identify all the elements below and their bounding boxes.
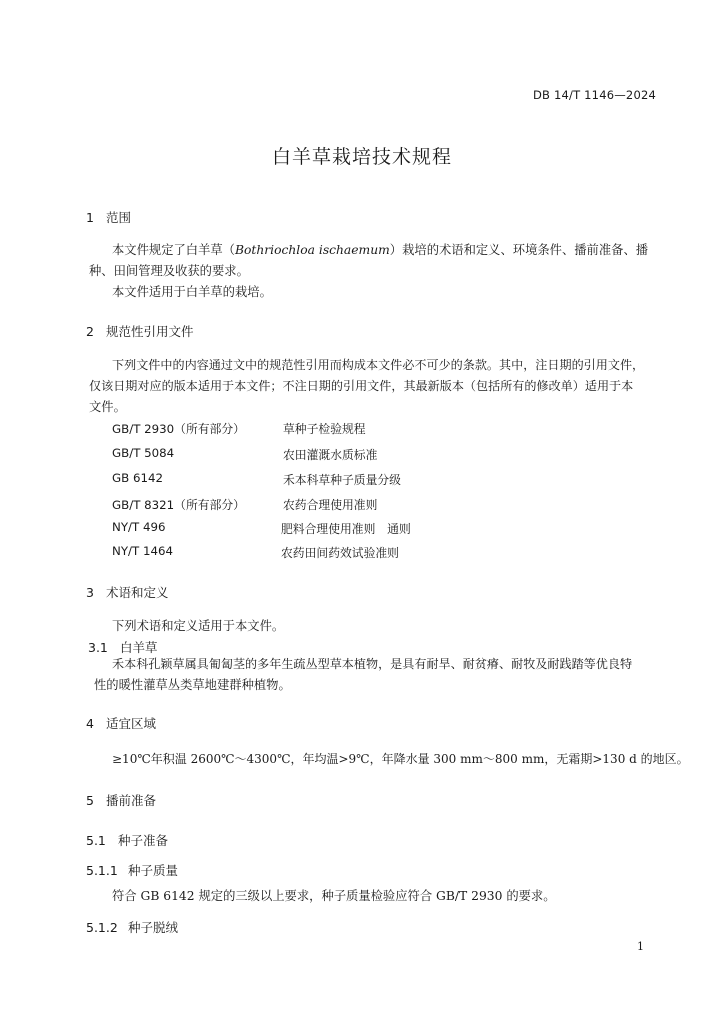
section-2-heading: [86, 322, 194, 340]
section-5-heading: [86, 791, 156, 809]
text-run: 本文件规定了白羊草（: [112, 243, 235, 257]
section-1-para-1-line-2: 种、田间管理及收获的要求。: [89, 264, 249, 278]
term-definition-line-2: 性的暖性灌草丛类草地建群种植物。: [94, 678, 291, 692]
section-2-para-line-3: 文件。: [89, 400, 126, 414]
section-number: 3: [86, 585, 94, 600]
section-5-1-1-para: 符合 GB 6142 规定的三级以上要求，种子质量检验应符合 GB/T 2930 的要求。: [112, 889, 556, 903]
section-title: 种子脱绒: [128, 920, 179, 935]
section-number: 5.1.1: [86, 863, 118, 878]
section-title: 种子准备: [118, 833, 169, 848]
reference-title: 农田灌溉水质标准: [283, 448, 378, 462]
section-number: 5: [86, 793, 94, 808]
reference-title: 禾本科草种子质量分级: [283, 473, 401, 487]
section-number: 1: [86, 210, 94, 225]
section-number: 2: [86, 324, 94, 339]
section-1-heading: [86, 208, 131, 226]
section-5-1-1-heading: [86, 861, 178, 879]
section-3-heading: [86, 583, 169, 601]
document-title: 白羊草栽培技术规程: [271, 146, 452, 168]
section-1-para-1: [112, 240, 648, 261]
reference-title: 农药合理使用准则: [283, 498, 378, 512]
page-number: 1: [637, 940, 644, 953]
reference-title: 农药田间药效试验准则: [281, 546, 399, 560]
reference-code: GB 6142: [112, 471, 164, 485]
section-5-1-2-heading: [86, 918, 178, 936]
text-run: ）栽培的术语和定义、环境条件、播前准备、播: [389, 243, 649, 257]
section-title: 种子质量: [128, 863, 179, 878]
reference-code: GB/T 2930（所有部分）: [112, 422, 245, 436]
section-1-para-2: 本文件适用于白羊草的栽培。: [112, 285, 272, 299]
reference-title: 草种子检验规程: [283, 422, 366, 436]
term-number: 3.1: [88, 640, 108, 655]
section-title: 适宜区域: [106, 716, 157, 731]
document-number: DB 14/T 1146—2024: [532, 88, 656, 102]
section-number: 5.1: [86, 833, 106, 848]
latin-name: Bothriochloa ischaemum: [234, 243, 390, 257]
reference-title: 肥料合理使用准则 通则: [281, 522, 411, 536]
term-title: 白羊草: [120, 640, 158, 655]
reference-code: NY/T 1464: [112, 544, 173, 558]
reference-code: NY/T 496: [112, 520, 166, 534]
term-definition-line-1: 禾本科孔颖草属具匍匐茎的多年生疏丛型草本植物，是具有耐旱、耐贫瘠、耐牧及耐践踏等优良特: [112, 657, 633, 671]
section-title: 规范性引用文件: [106, 324, 194, 339]
reference-code: GB/T 5084: [112, 446, 175, 460]
section-2-para-line-2: 仅该日期对应的版本适用于本文件；不注日期的引用文件，其最新版本（包括所有的修改单）适用于本: [89, 379, 634, 393]
section-3-intro: 下列术语和定义适用于本文件。: [112, 619, 285, 633]
reference-code: GB/T 8321（所有部分）: [112, 498, 245, 512]
section-title: 术语和定义: [106, 585, 169, 600]
section-5-1-heading: [86, 831, 168, 849]
section-2-para-line-1: 下列文件中的内容通过文中的规范性引用而构成本文件必不可少的条款。其中，注日期的引用文件，: [112, 358, 645, 372]
section-4-para: ≥10℃年积温 2600℃～4300℃，年均温>9℃，年降水量 300 mm～800 mm，无霜期>130 d 的地区。: [112, 752, 689, 766]
section-title: 播前准备: [106, 793, 157, 808]
section-4-heading: [86, 714, 156, 732]
section-number: 5.1.2: [86, 920, 118, 935]
section-number: 4: [86, 716, 94, 731]
section-title: 范围: [106, 210, 132, 225]
